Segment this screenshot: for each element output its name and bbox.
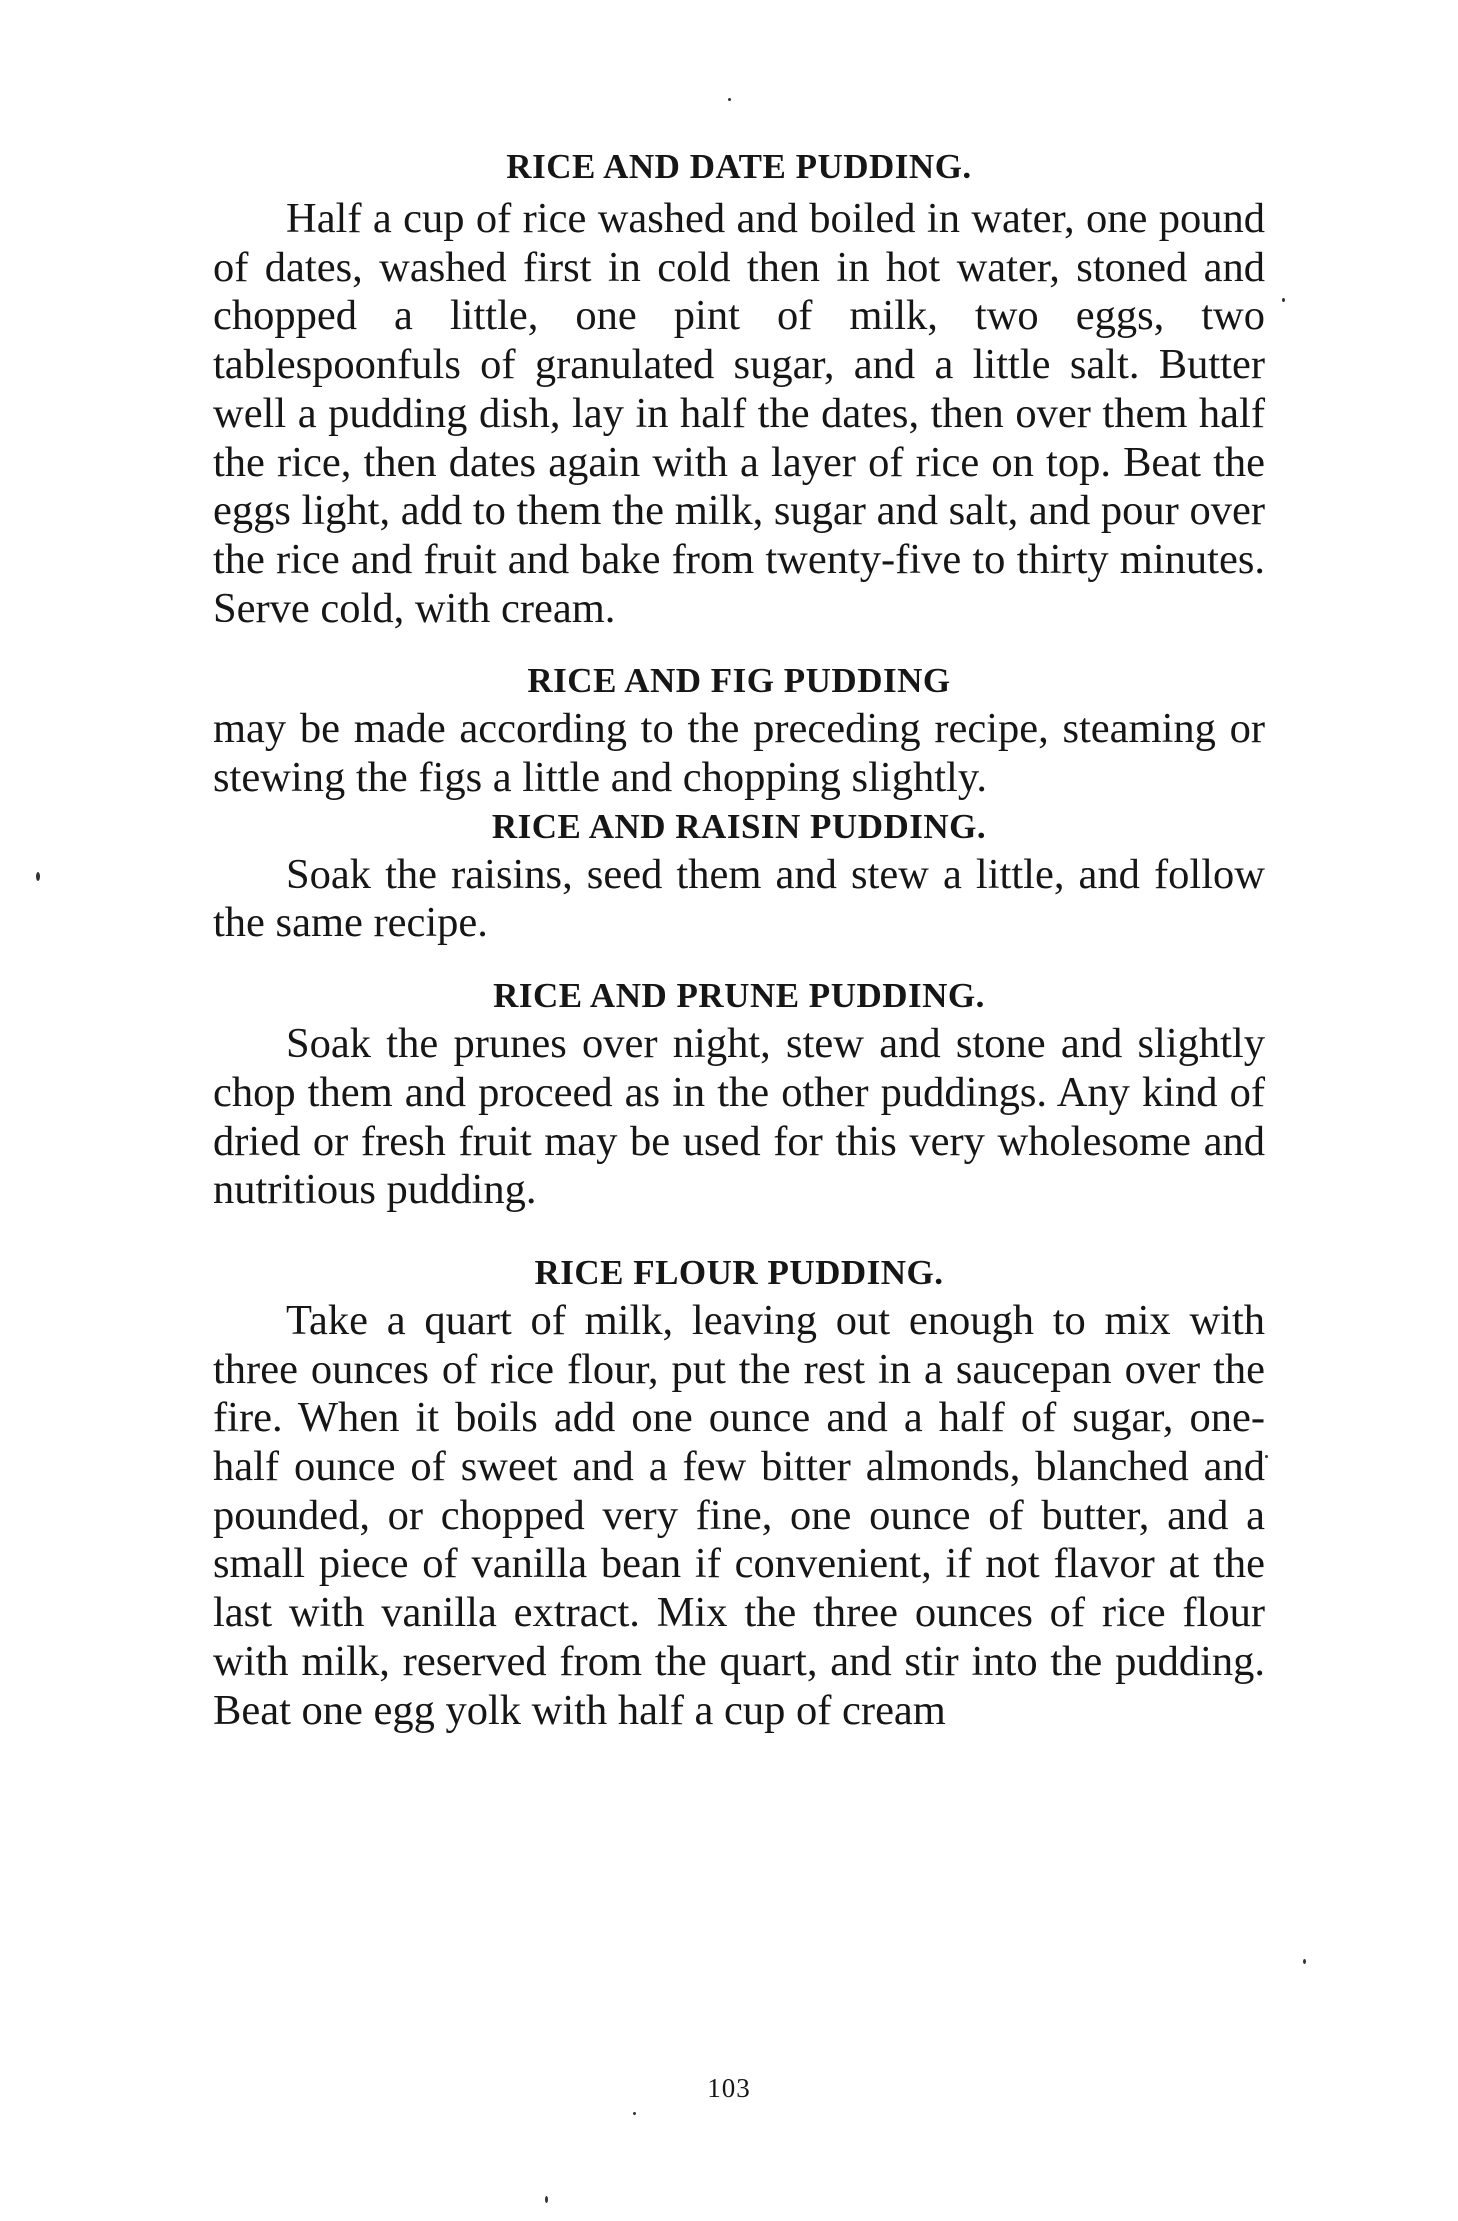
- heading-rice-and-raisin-pudding: RICE AND RAISIN PUDDING.: [491, 806, 987, 846]
- paragraph-rice-flour-pudding: Take a quart of milk, leaving out enough to mix with three ounces of rice flour, put the rest in a saucepan over the fire. When it boils add one ounce and a half of sugar, one-half ounce of sweet and a few bitter almonds, blanched and pounded, or chopped very fine, one ounce of butter, and a small piece of vanilla bean if convenient, if not flavor at the last with vanilla extract. Mix the three ounces of rice flour with milk, reserved from the quart, and stir into the pudding. Beat one egg yolk with half a cup of cream: [213, 1296, 1265, 1734]
- heading-rice-and-prune-pudding: RICE AND PRUNE PUDDING.: [493, 976, 985, 1016]
- scan-speck: [36, 872, 40, 881]
- scan-speck: [1303, 1959, 1306, 1964]
- paragraph-rice-and-date-pudding: Half a cup of rice washed and boiled in water, one pound of dates, washed first in cold then in hot water, stoned and chopped a little, one pint of milk, two eggs, two tablespoonfuls of granulated sugar, and a little salt. Butter well a pudding dish, lay in half the dates, then over them half the rice, then dates again with a layer of rice on top. Beat the eggs light, add to them the milk, sugar and salt, and pour over the rice and fruit and bake from twenty-five to thirty minutes. Serve cold, with cream.: [213, 195, 1265, 632]
- heading-rice-and-fig-pudding: RICE AND FIG PUDDING: [527, 661, 951, 701]
- scan-speck: [1282, 298, 1285, 302]
- text-column: [213, 143, 1265, 1735]
- paragraph-rice-and-prune-pudding: Soak the prunes over night, stew and stone and slightly chop them and proceed as in the other puddings. Any kind of dried or fresh fruit may be used for this very wholesome and nutritious pudding.: [213, 1020, 1265, 1214]
- scan-speck: [1265, 1455, 1268, 1458]
- paragraph-rice-and-fig-pudding: may be made according to the preceding recipe, steaming or stewing the figs a little and chopping slightly.: [213, 705, 1265, 802]
- scan-speck: [545, 2196, 548, 2203]
- scan-speck: [728, 98, 731, 101]
- paragraph-rice-and-raisin-pudding: Soak the raisins, seed them and stew a little, and follow the same recipe.: [213, 850, 1265, 947]
- page-number: 103: [707, 2073, 751, 2103]
- heading-rice-and-date-pudding: RICE AND DATE PUDDING.: [506, 147, 972, 186]
- heading-rice-flour-pudding: RICE FLOUR PUDDING.: [534, 1252, 944, 1292]
- scan-speck: [633, 2112, 636, 2115]
